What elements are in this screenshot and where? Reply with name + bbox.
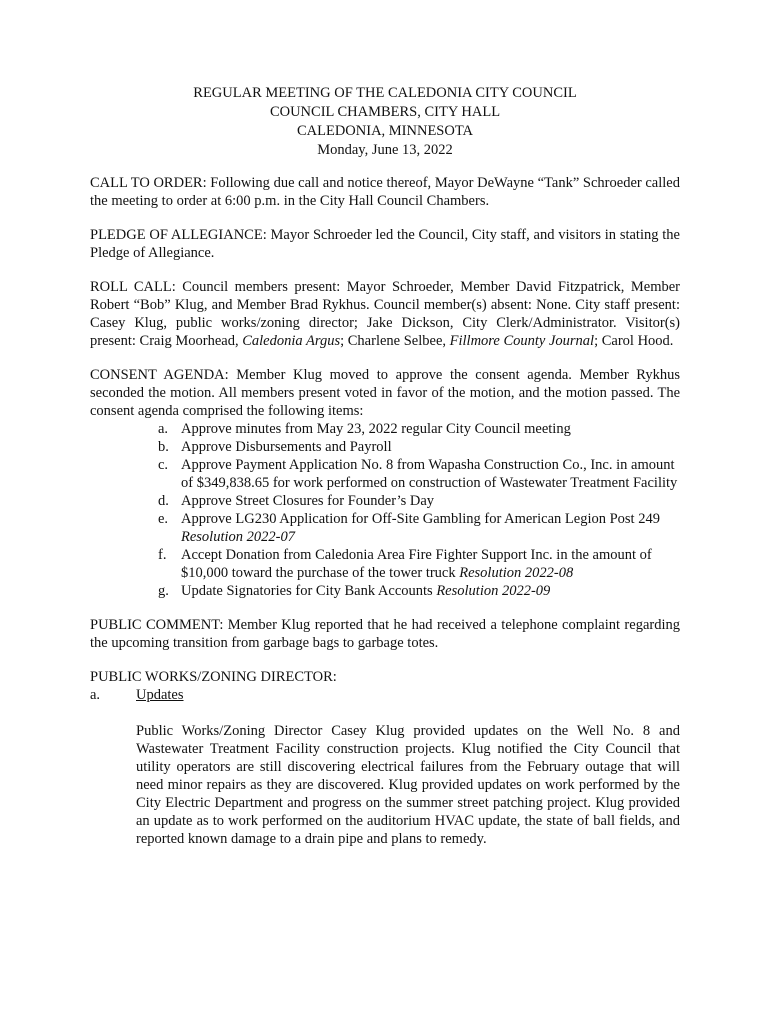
call-to-order-paragraph: CALL TO ORDER: Following due call and notice thereof, Mayor DeWayne “Tank” Schroeder called the meeting to order at 6:00 p.m. in the City Hall Council Chambers. [90,175,680,209]
list-marker: a. [158,421,169,437]
list-item [90,546,680,582]
list-item [90,438,680,456]
roll-call-paragraph [90,278,680,350]
list-item-text: Update Signatories for City Bank Accounts [181,583,437,599]
subsection-title: Updates [136,687,184,703]
pledge-paragraph: PLEDGE OF ALLEGIANCE: Mayor Schroeder led the Council, City staff, and visitors in stating the Pledge of Allegiance. [90,227,680,261]
consent-agenda-intro: CONSENT AGENDA: Member Klug moved to approve the consent agenda. Member Rykhus seconded the motion. All members present voted in favor of the motion, and the motion passed. The consent agenda comprised the following items: [90,367,680,419]
header-location: COUNCIL CHAMBERS, CITY HALL [269,104,501,120]
list-item [90,456,680,492]
list-item [90,582,680,600]
public-works-section [90,668,680,848]
list-marker: a. [90,687,101,703]
list-item-text: Approve Disbursements and Payroll [181,439,392,455]
list-item [90,492,680,510]
public-works-update-paragraph: Public Works/Zoning Director Casey Klug provided updates on the Well No. 8 and Wastewater Treatment Facility construction projects. Klug notified the City Council that utility operators are still discovering electrical failures from the February outage that will need minor repairs as they are discovered. Klug provided updates on work performed by the City Electric Department and progress on the summer street patching project. Klug provided an update as to work performed on the auditorium HVAC update, the state of ball fields, and reported known damage to a drain pipe and plans to remedy. [136,723,680,847]
resolution-number: Resolution 2022-09 [436,583,551,599]
section-heading: PUBLIC WORKS/ZONING DIRECTOR: [90,669,337,685]
roll-call-text: ; Charlene Selbee, [340,333,450,349]
list-marker: b. [158,439,169,455]
resolution-number: Resolution 2022-07 [181,529,295,545]
list-item-text: Accept Donation from Caledonia Area Fire Fighter Support Inc. in the amount of $10,000 toward the purchase of the tower truck [181,547,652,581]
minutes-page [90,84,680,848]
public-comment-paragraph: PUBLIC COMMENT: Member Klug reported that he had received a telephone complaint regarding the upcoming transition from garbage bags to garbage totes. [90,617,680,651]
header-city: CALEDONIA, MINNESOTA [296,123,474,139]
newspaper-name: Caledonia Argus [242,333,341,349]
roll-call-text: ROLL CALL: Council members present: Mayor Schroeder, Member David Fitzpatrick, Member Robert “Bob” Klug, and Member Brad Rykhus. Council member(s) absent: None. City staff present: Casey Klug, public works/zoning director; Jake Dickson, City Clerk/Administrator. Visitor(s) present: Craig Moorhead, [90,279,680,349]
list-item [90,510,680,546]
header-date: Monday, June 13, 2022 [317,142,453,158]
list-marker: f. [158,547,167,563]
list-item-text: Approve minutes from May 23, 2022 regular City Council meeting [181,421,571,437]
list-item [90,420,680,438]
consent-agenda-list [90,420,680,600]
document-header [90,84,680,160]
list-marker: e. [158,511,169,527]
newspaper-name: Fillmore County Journal [449,333,595,349]
list-item-text: Approve Payment Application No. 8 from Wapasha Construction Co., Inc. in amount of $349,838.65 for work performed on construction of Wastewater Treatment Facility [181,457,678,491]
list-marker: g. [158,583,169,599]
consent-agenda-section [90,366,680,600]
resolution-number: Resolution 2022-08 [459,565,574,581]
list-marker: c. [158,457,169,473]
list-item-text: Approve Street Closures for Founder’s Day [181,493,435,509]
subsection-heading [90,686,680,704]
roll-call-text: ; Carol Hood. [594,333,674,349]
list-marker: d. [158,493,169,509]
list-item-text: Approve LG230 Application for Off-Site Gambling for American Legion Post 249 [181,511,660,527]
header-title: REGULAR MEETING OF THE CALEDONIA CITY COUNCIL [193,85,577,101]
